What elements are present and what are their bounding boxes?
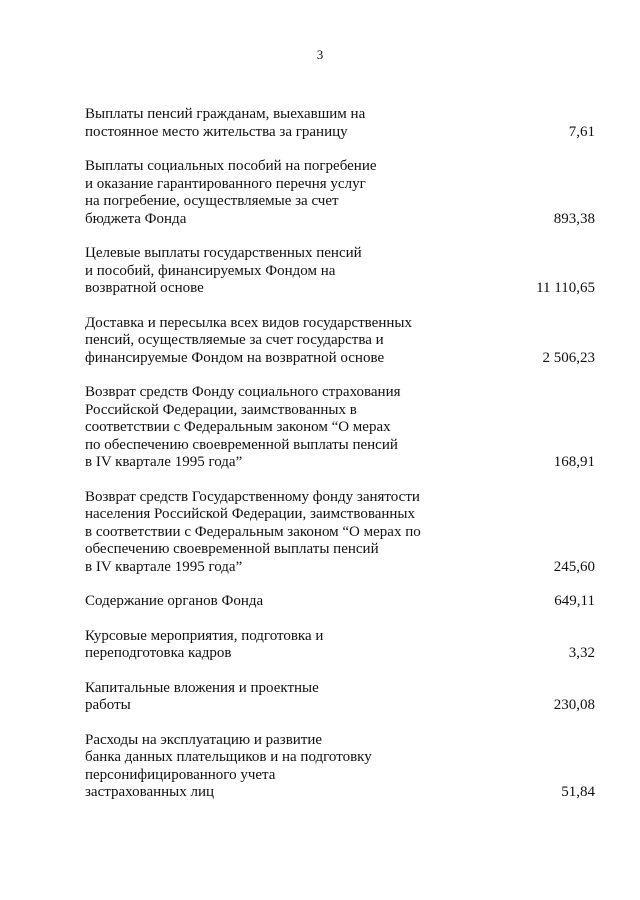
list-item [85,106,595,141]
list-item [85,315,595,368]
item-value: 649,11 [554,593,595,609]
item-label: Капитальные вложения и проектные работы [85,679,319,713]
item-label: Выплаты социальных пособий на погребение и оказание гарантированного перечня услуг на погребение, осуществляемые за счет бюджета Фонда [85,158,377,227]
item-label: Курсовые мероприятия, подготовка и переподготовка кадров [85,627,324,661]
item-label: Возврат средств Фонду социального страхования Российской Федерации, заимствованных в соответствии с Федеральным законом “О мерах по обеспечению своевременной выплаты пенсий в IV квартале 1995 года” [85,384,401,470]
list-item [85,628,595,663]
expense-list [85,106,595,802]
item-value: 51,84 [561,784,595,800]
item-value: 230,08 [553,697,595,713]
list-item [85,245,595,298]
item-label: Целевые выплаты государственных пенсий и пособий, финансируемых Фондом на возвратной основе [85,245,362,296]
list-item [85,732,595,802]
list-item [85,158,595,228]
item-value: 11 110,65 [536,280,595,296]
item-value: 3,32 [568,645,595,661]
item-label: Содержание органов Фонда [85,593,264,609]
item-label: Возврат средств Государственному фонду занятости населения Российской Федерации, заимствованных в соответствии с Федеральным законом “О мерах по обеспечению своевременной выплаты пенсий в IV квартале 1995 года” [85,488,421,575]
list-item [85,489,595,577]
item-value: 245,60 [553,558,595,575]
item-value: 2 506,23 [542,349,595,366]
page-number: 3 [316,47,324,62]
list-item [85,384,595,472]
list-item [85,680,595,715]
item-label: Расходы на эксплуатацию и развитие банка данных плательщиков и на подготовку персонифицированного учета застрахованных лиц [85,731,372,800]
item-label: Доставка и пересылка всех видов государственных пенсий, осуществляемые за счет государства и финансируемые Фондом на возвратной основе [85,314,412,366]
item-label: Выплаты пенсий гражданам, выехавшим на постоянное место жительства за границу [85,106,366,140]
item-value: 168,91 [553,454,595,470]
item-value: 7,61 [568,123,595,140]
item-value: 893,38 [553,210,595,227]
list-item [85,593,595,611]
